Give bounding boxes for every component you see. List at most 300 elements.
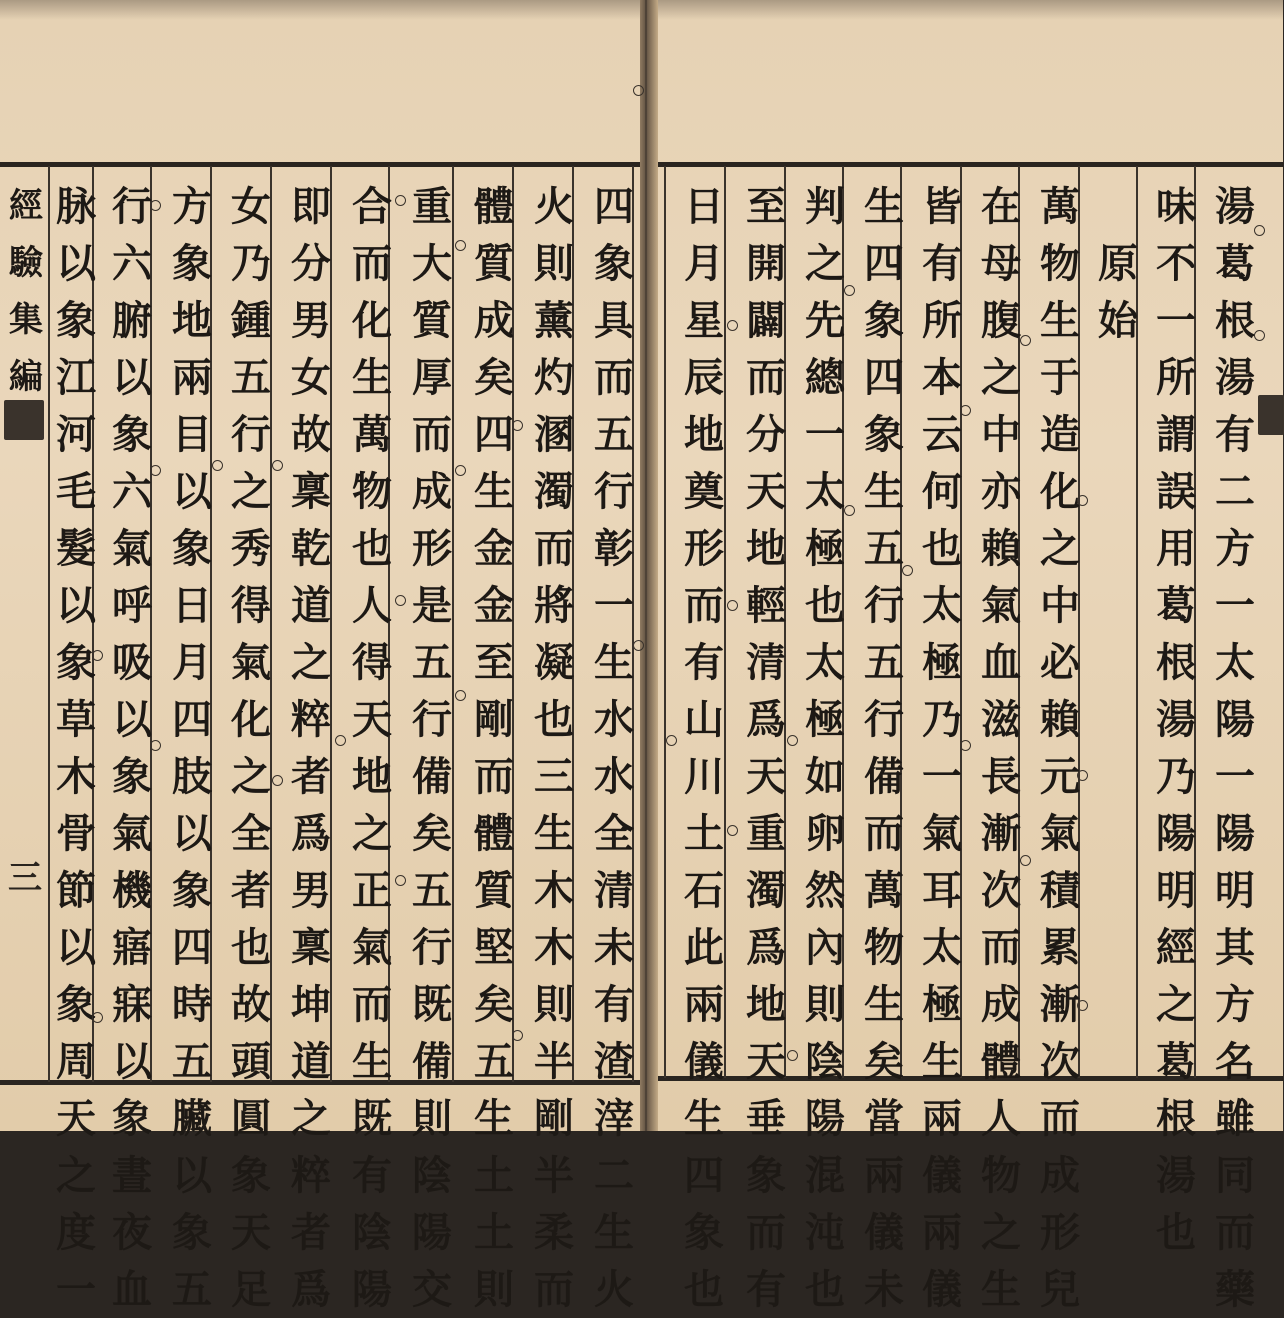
glyph: 藥 [1215, 1266, 1255, 1313]
glyph: 名 [1215, 1038, 1255, 1085]
text-column [1096, 235, 1140, 349]
glyph: 生 [981, 1266, 1021, 1313]
glyph: 有 [684, 639, 724, 686]
glyph: 開 [746, 240, 786, 287]
punctuation-mark [455, 240, 466, 251]
glyph: 味 [1156, 183, 1196, 230]
glyph: 積 [1040, 867, 1080, 914]
glyph: 髮 [56, 525, 96, 572]
glyph: 爲 [746, 696, 786, 743]
glyph: 則 [474, 1266, 514, 1313]
glyph: 生 [352, 354, 392, 401]
glyph: 晝 [112, 1152, 152, 1199]
glyph: 葛 [1156, 1038, 1196, 1085]
glyph: 形 [684, 525, 724, 572]
glyph: 判 [805, 183, 845, 230]
glyph: 以 [172, 810, 212, 857]
glyph: 象 [172, 867, 212, 914]
glyph: 彰 [594, 525, 634, 572]
glyph: 以 [56, 582, 96, 629]
glyph: 土 [684, 810, 724, 857]
glyph: 天 [231, 1209, 271, 1256]
glyph: 太 [922, 924, 962, 971]
glyph: 物 [864, 924, 904, 971]
glyph: 滋 [981, 696, 1021, 743]
glyph: 即 [291, 183, 331, 230]
text-column [592, 178, 636, 1318]
glyph: 四 [864, 240, 904, 287]
punctuation-mark [727, 825, 738, 836]
glyph: 地 [746, 525, 786, 572]
glyph: 周 [56, 1038, 96, 1085]
glyph: 腑 [112, 297, 152, 344]
glyph: 四 [594, 183, 634, 230]
glyph: 元 [1040, 753, 1080, 800]
glyph: 之 [981, 1209, 1021, 1256]
glyph: 行 [412, 924, 452, 971]
glyph: 五 [412, 639, 452, 686]
glyph: 之 [231, 753, 271, 800]
glyph: 而 [1215, 1209, 1255, 1256]
punctuation-mark [395, 195, 406, 206]
glyph: 男 [291, 297, 331, 344]
punctuation-mark [1077, 1000, 1088, 1011]
glyph: 寐 [112, 981, 152, 1028]
punctuation-mark [455, 465, 466, 476]
glyph: 累 [1040, 924, 1080, 971]
glyph: 五 [864, 639, 904, 686]
glyph: 氣 [112, 525, 152, 572]
glyph: 一 [805, 411, 845, 458]
glyph: 奠 [684, 468, 724, 515]
punctuation-mark [787, 735, 798, 746]
glyph: 氣 [1040, 810, 1080, 857]
glyph: 腹 [981, 297, 1021, 344]
glyph: 至 [474, 639, 514, 686]
glyph: 機 [112, 867, 152, 914]
punctuation-mark [844, 505, 855, 516]
glyph: 時 [172, 981, 212, 1028]
glyph: 之 [291, 639, 331, 686]
glyph: 行 [412, 696, 452, 743]
glyph: 亦 [981, 468, 1021, 515]
glyph: 度 [56, 1209, 96, 1256]
glyph: 象 [112, 411, 152, 458]
left-page [0, 0, 640, 1313]
text-column [862, 178, 906, 1318]
glyph: 一 [1156, 297, 1196, 344]
glyph: 未 [864, 1266, 904, 1313]
glyph: 儀 [864, 1209, 904, 1256]
punctuation-mark [787, 1050, 798, 1061]
glyph: 皆 [922, 183, 962, 230]
glyph: 氣 [922, 810, 962, 857]
glyph: 六 [112, 240, 152, 287]
glyph: 天 [56, 1095, 96, 1142]
glyph: 骨 [56, 810, 96, 857]
punctuation-mark [335, 735, 346, 746]
glyph: 象 [231, 1152, 271, 1199]
glyph: 足 [231, 1266, 271, 1313]
text-column [110, 178, 154, 1318]
glyph: 江 [56, 354, 96, 401]
text-column [1154, 178, 1198, 1261]
glyph: 則 [534, 981, 574, 1028]
glyph: 以 [172, 1152, 212, 1199]
glyph: 之 [1040, 525, 1080, 572]
glyph: 物 [352, 468, 392, 515]
glyph: 輕 [746, 582, 786, 629]
glyph: 草 [56, 696, 96, 743]
glyph: 則 [412, 1095, 452, 1142]
glyph: 之 [231, 468, 271, 515]
glyph: 夜 [112, 1209, 152, 1256]
column-rule [48, 166, 50, 1082]
punctuation-mark [1077, 770, 1088, 781]
glyph: 經 [9, 186, 43, 226]
glyph: 生 [534, 810, 574, 857]
glyph: 節 [56, 867, 96, 914]
glyph: 肢 [172, 753, 212, 800]
glyph: 而 [981, 924, 1021, 971]
glyph: 兩 [922, 1209, 962, 1256]
glyph: 天 [746, 468, 786, 515]
glyph: 象 [112, 753, 152, 800]
glyph: 而 [534, 1266, 574, 1313]
glyph: 陽 [1215, 696, 1255, 743]
glyph: 萬 [1040, 183, 1080, 230]
glyph: 三 [534, 753, 574, 800]
glyph: 葛 [1215, 240, 1255, 287]
glyph: 方 [1215, 981, 1255, 1028]
glyph: 誤 [1156, 468, 1196, 515]
glyph: 雖 [1215, 1095, 1255, 1142]
glyph: 具 [594, 297, 634, 344]
glyph: 陰 [412, 1152, 452, 1199]
punctuation-mark [1254, 225, 1265, 236]
text-column [1038, 178, 1082, 1318]
glyph: 人 [352, 582, 392, 629]
punctuation-mark [512, 420, 523, 431]
glyph: 也 [684, 1266, 724, 1313]
glyph: 辰 [684, 354, 724, 401]
glyph: 土 [474, 1209, 514, 1256]
glyph: 明 [1215, 867, 1255, 914]
glyph: 陰 [352, 1209, 392, 1256]
glyph: 一 [594, 582, 634, 629]
text-column [472, 178, 516, 1318]
punctuation-mark [1254, 330, 1265, 341]
glyph: 生 [474, 1095, 514, 1142]
glyph: 沌 [805, 1209, 845, 1256]
glyph: 坤 [291, 981, 331, 1028]
glyph: 臟 [172, 1095, 212, 1142]
glyph: 濁 [746, 867, 786, 914]
glyph: 兩 [172, 354, 212, 401]
page-top-shadow [652, 0, 1283, 20]
glyph: 備 [864, 753, 904, 800]
glyph: 溷 [534, 411, 574, 458]
glyph: 儀 [922, 1266, 962, 1313]
glyph: 四 [474, 411, 514, 458]
glyph: 形 [1040, 1209, 1080, 1256]
text-column [682, 178, 726, 1318]
glyph: 造 [1040, 411, 1080, 458]
glyph: 成 [981, 981, 1021, 1028]
glyph: 次 [981, 867, 1021, 914]
glyph: 清 [746, 639, 786, 686]
glyph: 根 [1215, 297, 1255, 344]
glyph: 吸 [112, 639, 152, 686]
glyph: 賴 [1040, 696, 1080, 743]
page-number: 三 [8, 858, 42, 898]
punctuation-mark [512, 1030, 523, 1041]
glyph: 象 [56, 981, 96, 1028]
glyph: 將 [534, 582, 574, 629]
punctuation-mark [633, 640, 644, 651]
glyph: 月 [172, 639, 212, 686]
glyph: 象 [112, 1095, 152, 1142]
glyph: 四 [172, 924, 212, 971]
glyph: 化 [231, 696, 271, 743]
glyph: 經 [1156, 924, 1196, 971]
glyph: 兩 [684, 981, 724, 1028]
glyph: 云 [922, 411, 962, 458]
glyph: 而 [412, 411, 452, 458]
glyph: 矣 [474, 981, 514, 1028]
glyph: 用 [1156, 525, 1196, 572]
glyph: 乃 [1156, 753, 1196, 800]
glyph: 一 [56, 1266, 96, 1313]
glyph: 太 [922, 582, 962, 629]
glyph: 火 [534, 183, 574, 230]
glyph: 耳 [922, 867, 962, 914]
glyph: 極 [922, 639, 962, 686]
glyph: 川 [684, 753, 724, 800]
glyph: 象 [594, 240, 634, 287]
glyph: 陽 [412, 1209, 452, 1256]
glyph: 方 [172, 183, 212, 230]
glyph: 一 [1215, 582, 1255, 629]
top-frame-line [0, 162, 640, 167]
glyph: 陽 [805, 1095, 845, 1142]
glyph: 剛 [474, 696, 514, 743]
glyph: 六 [112, 468, 152, 515]
glyph: 于 [1040, 354, 1080, 401]
glyph: 本 [922, 354, 962, 401]
margin-title [4, 178, 48, 406]
glyph: 道 [291, 1038, 331, 1085]
glyph: 也 [805, 582, 845, 629]
glyph: 既 [352, 1095, 392, 1142]
glyph: 粹 [291, 1152, 331, 1199]
glyph: 稟 [291, 468, 331, 515]
glyph: 其 [1215, 924, 1255, 971]
punctuation-mark [844, 285, 855, 296]
glyph: 血 [112, 1266, 152, 1313]
glyph: 矣 [474, 354, 514, 401]
punctuation-mark [150, 465, 161, 476]
glyph: 天 [746, 1038, 786, 1085]
text-column [744, 178, 788, 1318]
glyph: 正 [352, 867, 392, 914]
glyph: 有 [1215, 411, 1255, 458]
glyph: 象 [746, 1152, 786, 1199]
glyph: 長 [981, 753, 1021, 800]
glyph: 五 [412, 867, 452, 914]
glyph: 木 [534, 924, 574, 971]
glyph: 水 [594, 753, 634, 800]
glyph: 五 [594, 411, 634, 458]
glyph: 男 [291, 867, 331, 914]
glyph: 象 [864, 411, 904, 458]
glyph: 四 [864, 354, 904, 401]
glyph: 象 [172, 525, 212, 572]
glyph: 方 [1215, 525, 1255, 572]
glyph: 星 [684, 297, 724, 344]
text-column [803, 178, 847, 1318]
column-rule [664, 166, 666, 1078]
glyph: 女 [291, 354, 331, 401]
glyph: 四 [684, 1152, 724, 1199]
glyph: 毛 [56, 468, 96, 515]
glyph: 故 [291, 411, 331, 458]
glyph: 一 [922, 753, 962, 800]
glyph: 所 [922, 297, 962, 344]
glyph: 堅 [474, 924, 514, 971]
glyph: 湯 [1156, 1152, 1196, 1199]
punctuation-mark [666, 735, 677, 746]
glyph: 地 [352, 753, 392, 800]
glyph: 湯 [1156, 696, 1196, 743]
glyph: 有 [922, 240, 962, 287]
glyph: 湯 [1215, 183, 1255, 230]
glyph: 化 [352, 297, 392, 344]
glyph: 矣 [864, 1038, 904, 1085]
glyph: 脉 [56, 183, 96, 230]
glyph: 原 [1098, 240, 1138, 287]
punctuation-mark [727, 320, 738, 331]
punctuation-mark [92, 650, 103, 661]
glyph: 以 [112, 354, 152, 401]
glyph: 儀 [684, 1038, 724, 1085]
text-column [289, 178, 333, 1318]
glyph: 行 [864, 582, 904, 629]
glyph: 至 [746, 183, 786, 230]
glyph: 爲 [291, 1266, 331, 1313]
glyph: 極 [805, 525, 845, 572]
glyph: 厚 [412, 354, 452, 401]
glyph: 而 [1040, 1095, 1080, 1142]
glyph: 女 [231, 183, 271, 230]
glyph: 一 [1215, 753, 1255, 800]
glyph: 以 [56, 924, 96, 971]
glyph: 得 [231, 582, 271, 629]
glyph: 五 [172, 1266, 212, 1313]
glyph: 火 [594, 1266, 634, 1313]
glyph: 剛 [534, 1095, 574, 1142]
glyph: 乾 [291, 525, 331, 572]
glyph: 混 [805, 1152, 845, 1199]
glyph: 集 [9, 300, 43, 340]
glyph: 木 [534, 867, 574, 914]
glyph: 陽 [1215, 810, 1255, 857]
glyph: 極 [922, 981, 962, 1028]
punctuation-mark [455, 690, 466, 701]
glyph: 寤 [112, 924, 152, 971]
glyph: 質 [474, 867, 514, 914]
glyph: 極 [805, 696, 845, 743]
glyph: 氣 [231, 639, 271, 686]
glyph: 不 [1156, 240, 1196, 287]
text-column [1213, 178, 1257, 1318]
punctuation-mark [272, 460, 283, 471]
glyph: 清 [594, 867, 634, 914]
glyph: 先 [805, 297, 845, 344]
glyph: 氣 [112, 810, 152, 857]
glyph: 合 [352, 183, 392, 230]
glyph: 生 [864, 981, 904, 1028]
glyph: 氣 [981, 582, 1021, 629]
glyph: 二 [1215, 468, 1255, 515]
right-page [652, 0, 1283, 1313]
glyph: 柔 [534, 1209, 574, 1256]
glyph: 交 [412, 1266, 452, 1313]
glyph: 成 [412, 468, 452, 515]
glyph: 象 [172, 240, 212, 287]
glyph: 日 [172, 582, 212, 629]
text-column [979, 178, 1023, 1318]
glyph: 凝 [534, 639, 574, 686]
glyph: 生 [864, 468, 904, 515]
glyph: 成 [1040, 1152, 1080, 1199]
glyph: 半 [534, 1038, 574, 1085]
glyph: 既 [412, 981, 452, 1028]
glyph: 生 [922, 1038, 962, 1085]
glyph: 之 [1156, 981, 1196, 1028]
glyph: 生 [1040, 297, 1080, 344]
glyph: 質 [474, 240, 514, 287]
glyph: 生 [474, 468, 514, 515]
glyph: 兒 [1040, 1266, 1080, 1313]
glyph: 日 [684, 183, 724, 230]
punctuation-mark [395, 875, 406, 886]
punctuation-mark [960, 740, 971, 751]
glyph: 行 [594, 468, 634, 515]
glyph: 全 [594, 810, 634, 857]
glyph: 物 [981, 1152, 1021, 1199]
glyph: 滓 [594, 1095, 634, 1142]
glyph: 山 [684, 696, 724, 743]
glyph: 也 [534, 696, 574, 743]
glyph: 地 [684, 411, 724, 458]
glyph: 大 [412, 240, 452, 287]
glyph: 象 [864, 297, 904, 344]
glyph: 木 [56, 753, 96, 800]
punctuation-mark [902, 565, 913, 576]
text-column [410, 178, 454, 1318]
punctuation-mark [212, 460, 223, 471]
glyph: 象 [172, 1209, 212, 1256]
glyph: 萬 [864, 867, 904, 914]
punctuation-mark [150, 200, 161, 211]
glyph: 以 [172, 468, 212, 515]
glyph: 未 [594, 924, 634, 971]
glyph: 母 [981, 240, 1021, 287]
glyph: 圓 [231, 1095, 271, 1142]
glyph: 分 [291, 240, 331, 287]
glyph: 漸 [1040, 981, 1080, 1028]
